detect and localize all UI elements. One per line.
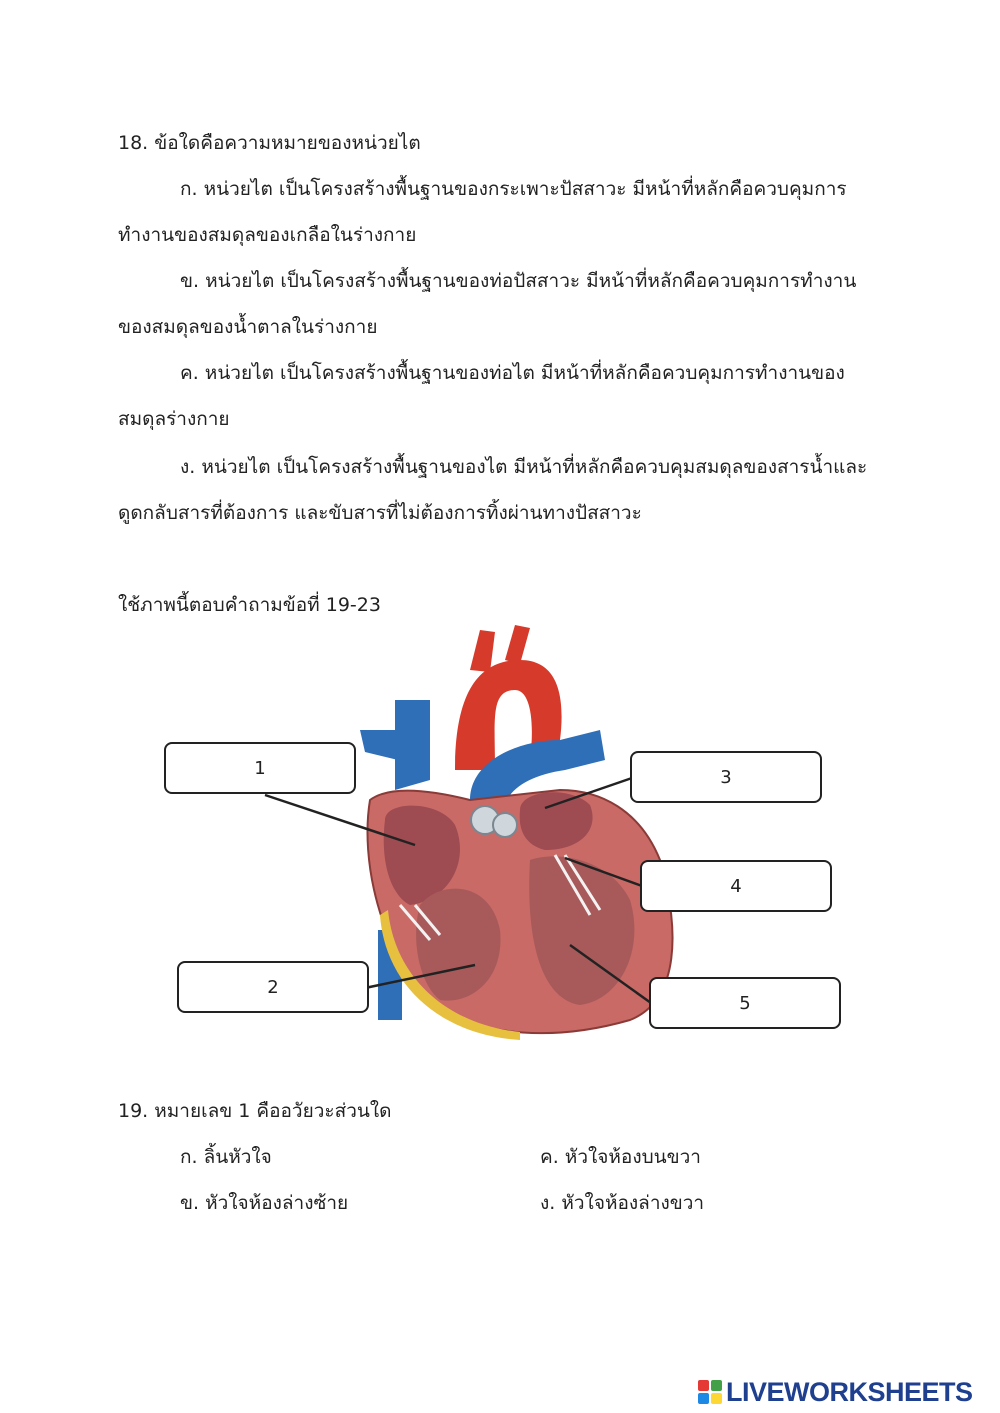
label-1-text: 1: [254, 757, 266, 779]
logo-text: LIVEWORKSHEETS: [726, 1376, 973, 1407]
label-2-text: 2: [267, 976, 279, 998]
question-18-option-c-line1: ค. หน่วยไต เป็นโครงสร้างพื้นฐานของท่อไต มีหน้าที่หลักคือควบคุมการทำงานของ: [180, 362, 845, 384]
question-19-choice-c[interactable]: ค. หัวใจห้องบนขวา: [540, 1146, 701, 1168]
question-18-option-d-line1: ง. หน่วยไต เป็นโครงสร้างพื้นฐานของไต มีหน้าที่หลักคือควบคุมสมดุลของสารน้ำและ: [180, 456, 868, 478]
label-5-text: 5: [739, 992, 751, 1014]
logo-square-blue: [698, 1393, 709, 1404]
question-18-option-b-line2: ของสมดุลของน้ำตาลในร่างกาย: [118, 316, 378, 338]
logo-square-red: [698, 1380, 709, 1391]
label-box-1[interactable]: [164, 742, 356, 794]
label-4-text: 4: [730, 875, 742, 897]
diagram-instructions: ใช้ภาพนี้ตอบคำถามข้อที่ 19-23: [118, 594, 381, 616]
question-19-choice-b[interactable]: ข. หัวใจห้องล่างซ้าย: [180, 1192, 349, 1214]
question-18-option-d-line2: ดูดกลับสารที่ต้องการ และขับสารที่ไม่ต้องการทิ้งผ่านทางปัสสาวะ: [118, 502, 642, 524]
question-19-choice-d[interactable]: ง. หัวใจห้องล่างขวา: [540, 1192, 705, 1214]
question-19-choice-a[interactable]: ก. ลิ้นหัวใจ: [180, 1146, 272, 1168]
label-3-text: 3: [720, 766, 732, 788]
question-18-option-a-line1: ก. หน่วยไต เป็นโครงสร้างพื้นฐานของกระเพาะปัสสาวะ มีหน้าที่หลักคือควบคุมการ: [180, 178, 847, 200]
label-box-4[interactable]: [640, 860, 832, 912]
liveworksheets-logo[interactable]: [698, 1376, 973, 1408]
question-18-option-c-line2: สมดุลร่างกาย: [118, 408, 230, 430]
question-18-prompt: 18. ข้อใดคือความหมายของหน่วยไต: [118, 132, 421, 154]
question-18-option-b-line1: ข. หน่วยไต เป็นโครงสร้างพื้นฐานของท่อปัสสาวะ มีหน้าที่หลักคือควบคุมการทำงาน: [180, 270, 857, 292]
superior-vena-cava: [395, 700, 430, 790]
question-18-option-a-line2: ทำงานของสมดุลของเกลือในร่างกาย: [118, 224, 417, 246]
pulmonary-valve: [493, 813, 517, 837]
logo-square-green: [711, 1380, 722, 1391]
logo-square-yellow: [711, 1393, 722, 1404]
question-19-prompt: 19. หมายเลข 1 คืออวัยวะส่วนใด: [118, 1100, 392, 1122]
logo-mark-icon: [698, 1380, 722, 1404]
label-box-2[interactable]: [177, 961, 369, 1013]
label-box-5[interactable]: [649, 977, 841, 1029]
label-box-3[interactable]: [630, 751, 822, 803]
